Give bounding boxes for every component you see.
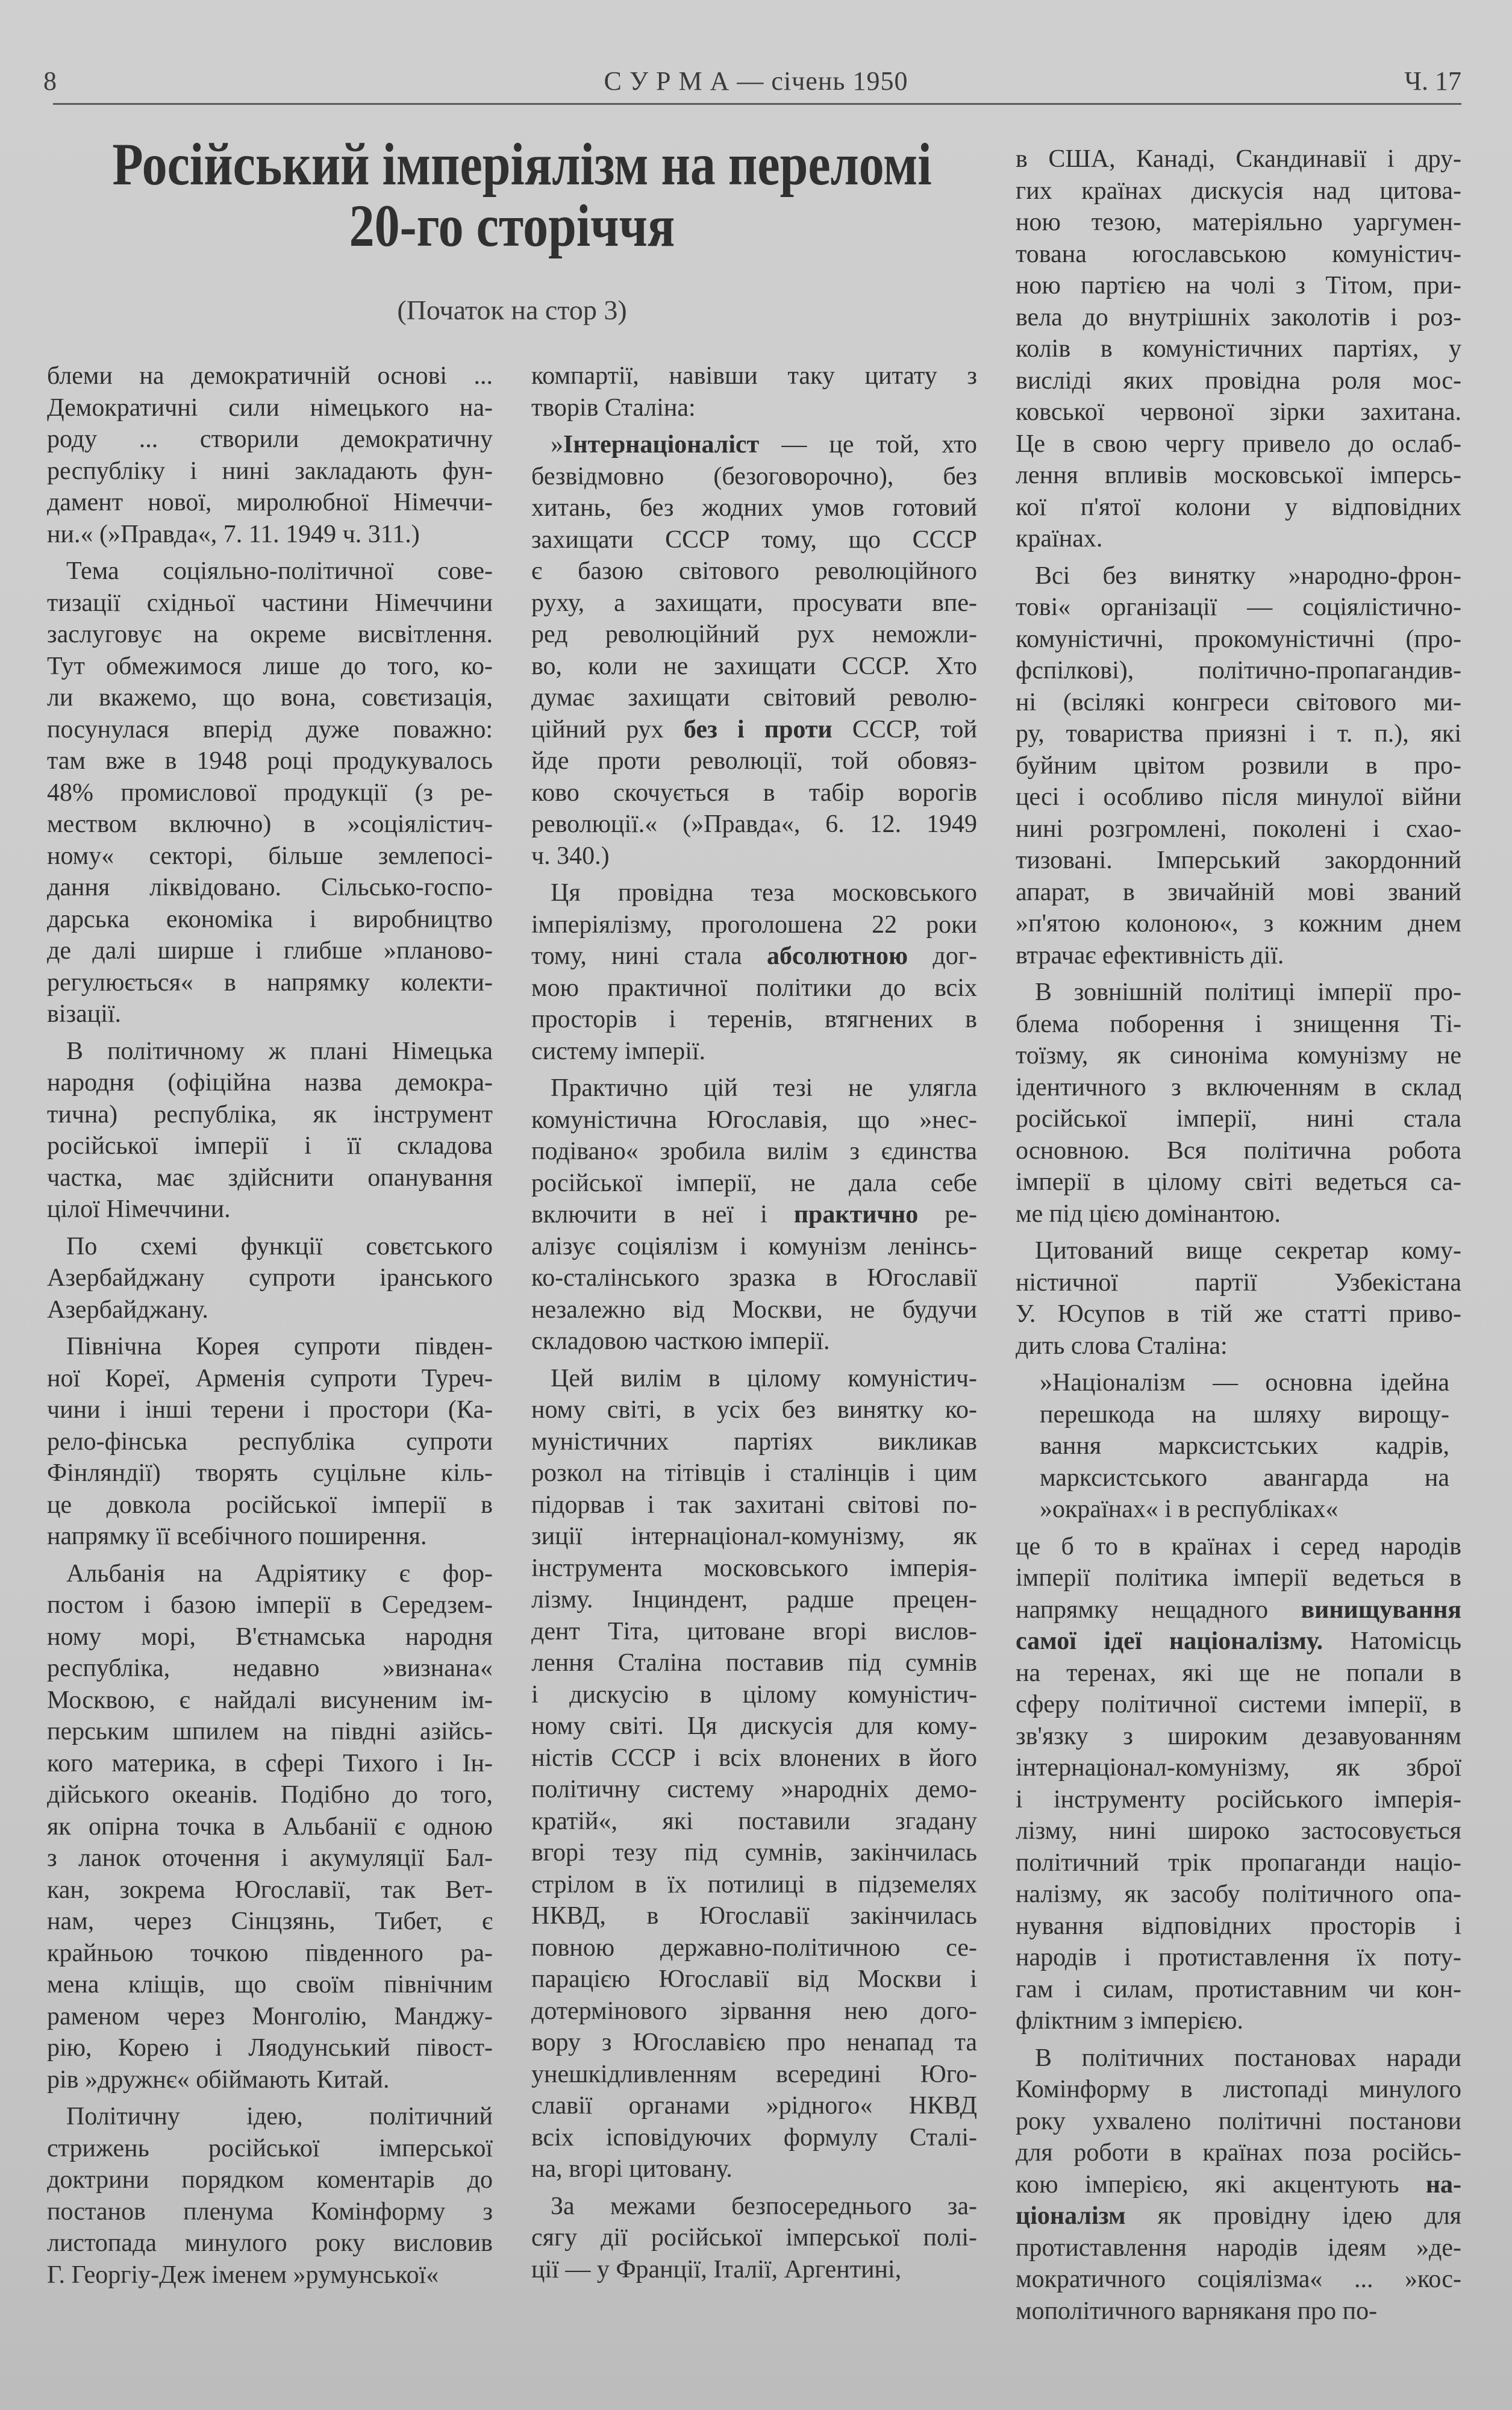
paragraph <box>47 2101 493 2291</box>
text-line: мократичного соціялізма« ... »кос- <box>1016 2265 1461 2293</box>
text-line: листопада минулого року висловив <box>47 2229 493 2257</box>
text-line: Азербайджану. <box>47 1295 208 1324</box>
text-line: підорвав і так захитані світові по- <box>531 1491 977 1519</box>
text-line: безвідмовно (безоговорочно), без <box>531 462 977 490</box>
text-line: вела до внутрішніх заколотів і роз- <box>1016 303 1461 331</box>
bold-text: самої ідеї націоналізму. <box>1016 1627 1323 1655</box>
issue-number: Ч. 17 <box>1404 66 1461 96</box>
text-line: лізму, нині широко застосовується <box>1016 1817 1461 1845</box>
text-line: Азербайджану супроти іранського <box>47 1264 493 1292</box>
text-line: стрілом в їх потилиці в підземелях <box>531 1870 977 1898</box>
text-line: вання марксистських кадрів, <box>1040 1432 1449 1460</box>
text-line: апарат, в звичайній мові званий <box>1016 878 1461 906</box>
text-line: незалежно від Москви, не будучи <box>531 1295 977 1324</box>
text-line <box>531 429 977 461</box>
paragraph <box>531 877 977 1067</box>
text-line: стрижень російської імперської <box>47 2134 493 2162</box>
text-line: всіх ісповідуючих формулу Сталі- <box>531 2123 977 2152</box>
text-line: дійського океанів. Подібно до того, <box>47 1781 493 1809</box>
paragraph <box>47 1331 493 1553</box>
block-quote <box>1040 1367 1449 1526</box>
text-line: і дискусію в цілому комуністич- <box>531 1680 977 1709</box>
text-line: »окраїнах« і в республіках« <box>1040 1495 1339 1523</box>
paragraph <box>531 429 977 872</box>
text-column-2 <box>531 360 977 2291</box>
bold-text: без і проти <box>683 715 833 743</box>
article-subtitle: (Початок на стор 3) <box>397 295 627 325</box>
text-line: перським шпилем на півдні азійсь- <box>47 1718 493 1745</box>
text-line <box>1016 1594 1461 1626</box>
bold-text: абсолютною <box>766 942 908 970</box>
text-line: Всі без винятку »народно-фрон- <box>1035 562 1461 590</box>
text-line: Альбанія на Адріятику є фор- <box>66 1559 493 1588</box>
text-line: народів і протиставлення їх поту- <box>1016 1944 1461 1971</box>
text-segment: як провідну ідею для <box>1125 2202 1461 2230</box>
text-segment: ре- <box>918 1201 977 1228</box>
text-line: нам, через Сінцзянь, Тибет, є <box>47 1908 493 1935</box>
paragraph <box>531 1072 977 1357</box>
paragraph <box>1016 2042 1461 2327</box>
text-line: сферу політичної системи імперії, в <box>1016 1691 1461 1718</box>
text-line: муністичних партіях викликав <box>531 1427 977 1456</box>
text-line: ково скочується в табір ворогів <box>531 778 977 807</box>
text-line: чини і інші терени і простори (Ка- <box>47 1396 493 1424</box>
text-line: ні (всілякі конгреси світового ми- <box>1016 688 1461 716</box>
text-line: цілої Німеччини. <box>47 1195 231 1223</box>
text-line: року ухвалено політичні постанови <box>1016 2107 1461 2135</box>
text-line: роду ... створили демократичну <box>47 425 493 453</box>
text-segment: ційний рух <box>531 715 684 743</box>
text-line: республіку і нині закладають фун- <box>47 457 493 485</box>
text-line: йде проти революції, той обовяз- <box>531 747 977 775</box>
text-line: комуністична Югославія, що »нес- <box>531 1106 977 1134</box>
title-line: 20-го сторіччя <box>349 192 675 259</box>
text-line: частка, має здійснити опанування <box>47 1163 493 1192</box>
text-line: перешкода на шляху вирощу- <box>1040 1400 1449 1429</box>
text-line: »Націоналізм — основна ідейна <box>1040 1369 1449 1397</box>
text-line: тована югославською комуністич- <box>1016 240 1461 268</box>
text-line: мена кліщів, що своїм північним <box>47 1971 493 1998</box>
text-line: доктрини порядком коментарів до <box>47 2166 493 2194</box>
text-line: Г. Георгіу-Деж іменем »румунської« <box>47 2261 439 2289</box>
text-line: По схемі функції совєтського <box>66 1232 493 1260</box>
text-line: ко-сталінського зразка в Югославії <box>531 1264 977 1292</box>
bold-text: практично <box>793 1201 919 1228</box>
text-line: рію, Корею і Ляодунський півост- <box>47 2034 493 2062</box>
text-line: рело-фінська республіка супроти <box>47 1427 493 1456</box>
text-line: комуністичні, прокомуністичні (про- <box>1016 625 1461 653</box>
text-line: лення впливів московської імперсь- <box>1016 462 1461 489</box>
text-line: дотермінового зірвання нею дого- <box>531 1997 977 2025</box>
bold-text: Інтернаціоналіст <box>563 431 760 459</box>
text-line: кої п'ятої колони у відповідних <box>1016 493 1461 521</box>
text-line: ни.« (»Правда«, 7. 11. 1949 ч. 311.) <box>47 520 420 548</box>
text-segment: — це той, хто <box>759 431 977 459</box>
text-line: фліктним з імперією. <box>1016 2007 1244 2035</box>
text-line: ністичної партії Узбекістана <box>1016 1268 1461 1297</box>
text-line: творів Сталіна: <box>531 393 696 422</box>
bold-text: винищування <box>1301 1595 1461 1624</box>
text-line: посунулася вперід дуже поважно: <box>47 715 493 743</box>
text-line: для роботи в країнах поза російсь- <box>1016 2139 1461 2167</box>
text-line: нині розгромлені, поколені і схао- <box>1016 815 1461 843</box>
text-line: втрачає ефективність дії. <box>1016 941 1284 969</box>
text-line: дент Тіта, цитоване вгорі вислов- <box>531 1617 977 1645</box>
text-line: це довкола російської імперії в <box>47 1491 493 1519</box>
text-line: напрямку її всебічного поширення. <box>47 1523 427 1550</box>
text-column-1 <box>47 360 493 2296</box>
text-line: В політичному ж плані Німецька <box>66 1037 493 1065</box>
text-line: нування відповідних просторів і <box>1016 1912 1461 1940</box>
running-header: С У Р М А — січень 1950 <box>604 66 908 96</box>
text-line: компартії, навівши таку цитату з <box>531 362 977 390</box>
text-line: протиставлення народів ідеям »де- <box>1016 2233 1461 2262</box>
text-line: лізму. Інциндент, радше прецен- <box>531 1586 977 1613</box>
paragraph <box>1016 143 1461 555</box>
text-segment: включити в неї і <box>531 1201 794 1228</box>
text-line: політичний трік пропаганди націо- <box>1016 1848 1461 1877</box>
text-line <box>1016 1626 1461 1657</box>
text-line: імперії політика імперії ведеться в <box>1016 1564 1461 1592</box>
text-line: там вже в 1948 році продукувалось <box>47 747 493 775</box>
text-line: ною тезою, матеріяльно уаргумен- <box>1016 208 1461 236</box>
text-line <box>531 714 977 746</box>
text-line: ної Кореї, Арменія супроти Туреч- <box>47 1364 493 1392</box>
text-line: У. Юсупов в тій же статті приво- <box>1016 1300 1461 1328</box>
paragraph <box>47 1036 493 1225</box>
text-line: ному« секторі, більше землепосі- <box>47 842 493 870</box>
text-line: гих країнах дискусія над цитова- <box>1016 177 1461 205</box>
text-line: славії органами »рідного« НКВД <box>531 2092 977 2120</box>
text-line: складовою часткою імперії. <box>531 1327 830 1355</box>
text-line: 48% промислової продукції (з ре- <box>47 778 493 807</box>
text-line: зв'язку з широким дезавуованням <box>1016 1722 1461 1750</box>
text-line: цесі і особливо після минулої війни <box>1016 783 1461 811</box>
text-line: фспілкові), політично-пропагандив- <box>1016 657 1461 684</box>
text-line: Цитований вище секретар кому- <box>1035 1237 1461 1265</box>
paragraph <box>1016 560 1461 972</box>
text-line: дання ліквідовано. Сільсько-госпо- <box>47 874 493 901</box>
text-line: просторів і теренів, втягнених в <box>531 1006 977 1033</box>
text-line: лення Сталіна поставив під сумнів <box>531 1649 977 1677</box>
text-line: інструмента московського імперія- <box>531 1554 977 1582</box>
text-segment: кою імперією, які акцентують <box>1016 2170 1426 2199</box>
text-line: блема поборення і знищення Ті- <box>1016 1010 1461 1038</box>
text-line: рів »дружнє« обіймають Китай. <box>47 2065 390 2094</box>
text-line: основною. Вся політична робота <box>1016 1136 1461 1165</box>
text-line: гам і силам, протиставним чи кон- <box>1016 1975 1461 2003</box>
page-number: 8 <box>43 66 57 96</box>
text-segment: дог- <box>908 942 977 970</box>
text-line: дарська економіка і виробництво <box>47 905 493 933</box>
text-line: меством включно) в »соціялістич- <box>47 810 493 838</box>
text-line: ред революційний рух неможли- <box>531 621 977 648</box>
text-line: тизовані. Імперський закордонний <box>1016 847 1461 874</box>
text-line: заслуговує на окреме висвітлення. <box>47 621 493 648</box>
text-line: російської імперії, не дала себе <box>531 1169 977 1197</box>
text-line: »п'ятою колоною«, з кожним днем <box>1016 910 1461 937</box>
text-line: тизації східньої частини Німеччини <box>47 589 493 617</box>
text-line: парацією Югославії від Москви і <box>531 1965 977 1993</box>
text-line: розкол на тітівців і сталінців і цим <box>531 1459 977 1487</box>
text-line: російської імперії, нині стала <box>1016 1105 1461 1133</box>
text-line: ції — у Франції, Італії, Аргентині, <box>531 2255 902 2283</box>
text-line: де далі ширше і глибше »планово- <box>47 937 493 965</box>
text-line: В зовнішній політиці імперії про- <box>1035 978 1461 1006</box>
text-line: крайньою точкою південного ра- <box>47 1939 493 1967</box>
paragraph <box>531 1363 977 2185</box>
text-segment: напрямку нещадного <box>1016 1595 1301 1624</box>
text-line: Це в свою чергу привело до ослаб- <box>1016 430 1461 458</box>
text-line: ністів СССР і всіх влонених в його <box>531 1744 977 1772</box>
text-segment: Натомісць <box>1323 1627 1461 1655</box>
text-line: Північна Корея супроти півден- <box>66 1333 493 1360</box>
text-line: інтернаціонал-комунізму, як зброї <box>1016 1754 1461 1782</box>
text-line: захищати СССР тому, що СССР <box>531 525 977 554</box>
text-line: зиції інтернаціонал-комунізму, як <box>531 1523 977 1550</box>
text-line: ковської червоної зірки захитана. <box>1016 398 1461 426</box>
text-column-3 <box>1016 143 1461 2332</box>
text-line: дамент нової, миролюбної Німеччи- <box>47 489 493 516</box>
text-line: мою практичної політики до всіх <box>531 974 977 1002</box>
text-line: як опірна точка в Альбанії є одною <box>47 1812 493 1841</box>
paragraph <box>531 2191 977 2286</box>
text-line: подівано« зробила вилім з єдинства <box>531 1138 977 1165</box>
text-line: Тема соціяльно-політичної сове- <box>66 557 493 585</box>
paragraph <box>1016 1531 1461 2037</box>
text-line: на, вгорі цитовану. <box>531 2155 733 2183</box>
text-line: тові« організації — соціялістично- <box>1016 593 1461 621</box>
bold-text: на- <box>1425 2170 1461 2199</box>
text-line: ру, товариства приязні і т. п.), які <box>1016 720 1461 748</box>
text-line: кратій«, які поставили згадану <box>531 1807 977 1835</box>
text-line: кан, зокрема Югославії, так Вет- <box>47 1876 493 1904</box>
text-line: ною партією на чолі з Тітом, при- <box>1016 272 1461 299</box>
text-line: народня (офіційна назва демокра- <box>47 1069 493 1097</box>
text-line: блеми на демократичній основі ... <box>47 362 493 390</box>
text-line: буйним цвітом розвили в про- <box>1016 751 1461 780</box>
text-line: хитань, без жодних умов готовий <box>531 494 977 522</box>
text-line: думає захищати світовий револю- <box>531 684 977 712</box>
paragraph <box>531 360 977 424</box>
text-line: ли вкажемо, що вона, совєтизація, <box>47 684 493 712</box>
text-line: постом і базою імперії в Середзем- <box>47 1591 493 1619</box>
text-line: політичну систему »народніх демо- <box>531 1776 977 1803</box>
text-line <box>531 941 977 972</box>
paragraph <box>1016 977 1461 1230</box>
text-line: мополітичного варняканя про по- <box>1016 2297 1378 2325</box>
text-line: тоїзму, як синоніма комунізму не <box>1016 1042 1461 1069</box>
text-line: Політичну ідею, політичний <box>66 2103 493 2130</box>
text-line: Цей вилім в цілому комуністич- <box>551 1364 977 1392</box>
text-line: регулюється« в напрямку колекти- <box>47 968 493 997</box>
text-line: Демократичні сили німецького на- <box>47 393 493 422</box>
text-line <box>1016 2200 1461 2232</box>
text-line <box>1016 2169 1461 2201</box>
text-line: і інструменту російського імперія- <box>1016 1785 1461 1814</box>
text-line: постанов пленума Комінформу з <box>47 2197 493 2226</box>
text-line: є базою світового революційного <box>531 557 977 585</box>
text-line: Москвою, є найдалі висуненим ім- <box>47 1686 493 1714</box>
text-line: Ця провідна теза московського <box>551 879 977 907</box>
text-line: вгорі тезу під сумнів, закінчилась <box>531 1839 977 1867</box>
header-rule <box>53 103 1461 105</box>
text-line: Фінляндії) творять суцільне кіль- <box>47 1459 493 1487</box>
text-line: руху, а захищати, просувати впе- <box>531 589 977 617</box>
text-line: систему імперії. <box>531 1037 706 1065</box>
text-line: на теренах, які ще не попали в <box>1016 1659 1461 1687</box>
text-line: Комінформу в листопаді минулого <box>1016 2076 1461 2103</box>
text-line: За межами безпосереднього за- <box>551 2192 977 2220</box>
paragraph <box>47 1231 493 1326</box>
text-line: колів в комуністичних партіях, у <box>1016 335 1461 363</box>
bold-text: ціоналізм <box>1016 2202 1126 2230</box>
paragraph <box>47 1558 493 2096</box>
text-line: алізує соціялізм і комунізм ленінсь- <box>531 1232 977 1260</box>
text-line: в США, Канаді, Скандинавії і дру- <box>1016 145 1461 173</box>
text-line: висліді яких провідна роля мос- <box>1016 366 1461 395</box>
paragraph <box>47 360 493 550</box>
text-line: ч. 340.) <box>531 842 610 870</box>
text-line: імперії в цілому світі ведеться са- <box>1016 1168 1461 1196</box>
text-line: налізму, як засобу політичного опа- <box>1016 1880 1461 1908</box>
text-line: дить слова Сталіна: <box>1016 1332 1228 1360</box>
text-line: республіка, недавно »визнана« <box>47 1654 493 1682</box>
text-line: во, коли не захищати СССР. Хто <box>531 652 977 680</box>
text-line: країнах. <box>1016 525 1103 552</box>
text-line: візації. <box>47 1000 122 1028</box>
text-line: унешкідливленням всередині Юго- <box>531 2060 977 2088</box>
text-line: кого материка, в сфері Тихого і Ін- <box>47 1749 493 1777</box>
text-line: сягу дії російської імперської полі- <box>531 2224 977 2252</box>
text-line: Практично цій тезі не улягла <box>551 1074 977 1102</box>
text-line: вору з Югославією про ненапад та <box>531 2029 977 2056</box>
text-line: НКВД, в Югославії закінчилась <box>531 1902 977 1930</box>
text-line <box>531 1199 977 1231</box>
text-line: це б то в країнах і серед народів <box>1016 1532 1461 1560</box>
paragraph <box>1016 1235 1461 1362</box>
text-line: ному світі, в усіх без винятку ко- <box>531 1396 977 1424</box>
text-line: повною державно-політичною се- <box>531 1933 977 1962</box>
text-line: російської імперії і її складова <box>47 1132 493 1160</box>
text-line: марксистського авангарда на <box>1040 1463 1449 1492</box>
text-line: з ланок оточення і акумуляції Бал- <box>47 1844 493 1872</box>
text-line: раменом через Монголію, Манджу- <box>47 2002 493 2030</box>
text-segment: » <box>551 431 563 459</box>
text-line: імперіялізму, проголошена 22 роки <box>531 910 977 939</box>
text-line: тична) республіка, як інструмент <box>47 1100 493 1128</box>
text-line: ному морі, В'єтнамська народня <box>47 1623 493 1651</box>
text-line: В політичних постановах наради <box>1035 2044 1461 2072</box>
text-line: Тут обмежимося лише до того, ко- <box>47 652 493 680</box>
text-line: ному світі. Ця дискусія для кому- <box>531 1712 977 1740</box>
text-segment: СССР, той <box>832 715 978 743</box>
article-title <box>36 131 988 259</box>
title-line: Російський імперіялізм на переломі <box>112 131 932 198</box>
text-line: революції.« (»Правда«, 6. 12. 1949 <box>531 810 977 838</box>
paragraph <box>47 556 493 1030</box>
text-line: ідентичного з включенням в склад <box>1016 1073 1461 1101</box>
text-line: ме під цією домінантою. <box>1016 1200 1281 1228</box>
text-segment: тому, нині стала <box>531 942 767 970</box>
